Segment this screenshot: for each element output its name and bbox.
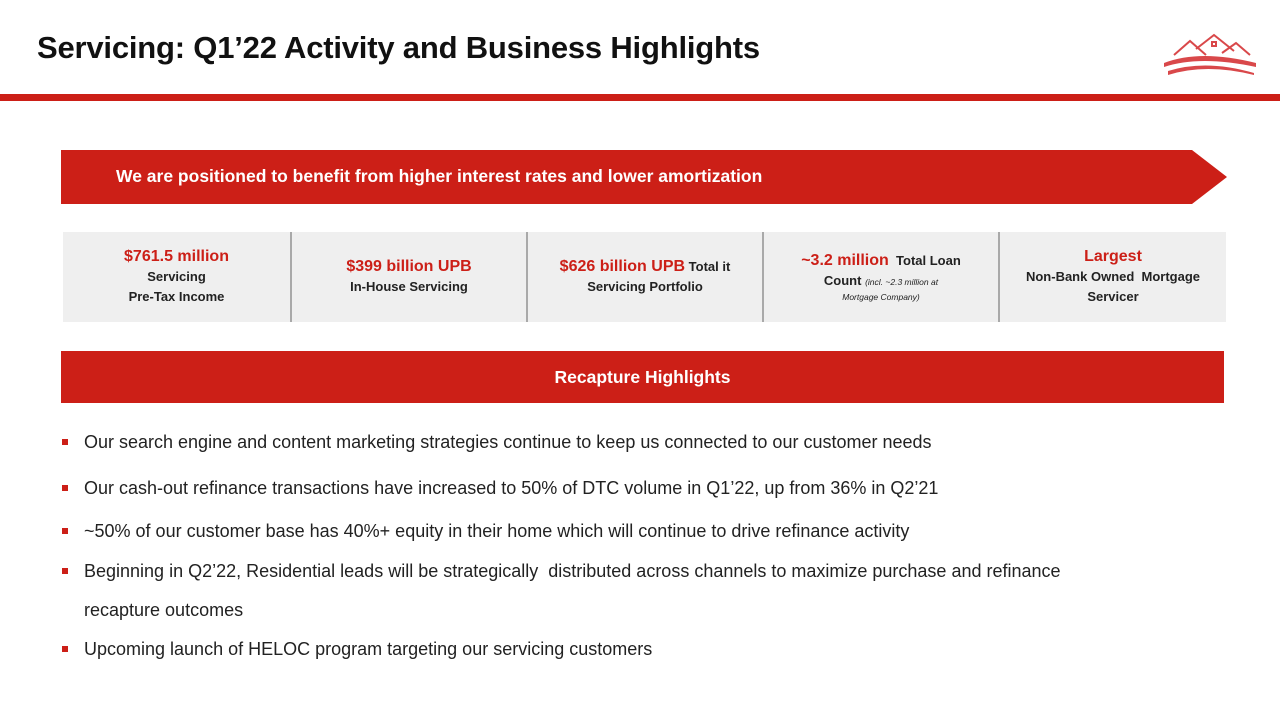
stat-note: (incl. ~2.3 million at	[865, 276, 939, 287]
stat-loan-count	[762, 232, 998, 322]
bullet-marker	[62, 646, 68, 652]
bullet-text: Our cash-out refinance transactions have increased to 50% of DTC volume in Q1’22, up from 36% in Q2’21	[84, 478, 939, 498]
stat-label: Servicing Portfolio	[587, 279, 703, 294]
bullet-marker	[62, 528, 68, 534]
stat-value: $399 billion UPB	[346, 258, 472, 275]
title-divider	[0, 94, 1280, 101]
stat-total-portfolio	[526, 232, 762, 322]
houses-logo-icon	[1160, 33, 1258, 77]
stat-value: $761.5 million	[124, 248, 229, 265]
bullet-text: Beginning in Q2’22, Residential leads will be strategically distributed across channels to maximize purchase and refinance	[84, 561, 1061, 581]
bullet-text: recapture outcomes	[84, 600, 244, 620]
bullet-marker	[62, 568, 68, 574]
stat-value-suffix: Total Loan	[896, 252, 961, 268]
stat-label: Servicer	[1087, 289, 1139, 304]
stat-label: Non-Bank Owned Mortgage	[1025, 269, 1201, 284]
stat-label: Count	[823, 272, 862, 288]
stat-label: Servicing	[147, 269, 206, 284]
stat-value: $626 billion UPB	[559, 258, 686, 275]
bullet-marker	[62, 439, 68, 445]
stat-pretax-income	[63, 232, 290, 322]
stat-largest-servicer	[998, 232, 1226, 322]
stats-strip	[63, 232, 1226, 322]
page-title: Servicing: Q1’22 Activity and Business Highlights	[37, 30, 760, 65]
positioning-banner	[61, 150, 1227, 204]
stat-value: ~3.2 million	[801, 251, 889, 269]
stat-value-line	[801, 251, 961, 271]
stat-value-suffix: Total it	[688, 259, 731, 274]
stat-label-line	[824, 271, 938, 291]
stat-value-line	[560, 257, 731, 277]
stat-label: Pre-Tax Income	[128, 289, 225, 304]
banner-text: We are positioned to benefit from higher interest rates and lower amortization	[116, 166, 763, 186]
bullet-text: Upcoming launch of HELOC program targeting our servicing customers	[84, 639, 653, 659]
stat-value: Largest	[1084, 248, 1142, 265]
stat-note: Mortgage Company)	[842, 291, 920, 302]
recapture-heading: Recapture Highlights	[61, 351, 1224, 403]
stat-label: In-House Servicing	[350, 279, 468, 294]
bullet-text: ~50% of our customer base has 40%+ equity in their home which will continue to drive refinance activity	[84, 521, 910, 541]
bullet-text: Our search engine and content marketing strategies continue to keep us connected to our customer needs	[84, 432, 932, 452]
stat-inhouse-servicing	[290, 232, 526, 322]
bullet-marker	[62, 485, 68, 491]
